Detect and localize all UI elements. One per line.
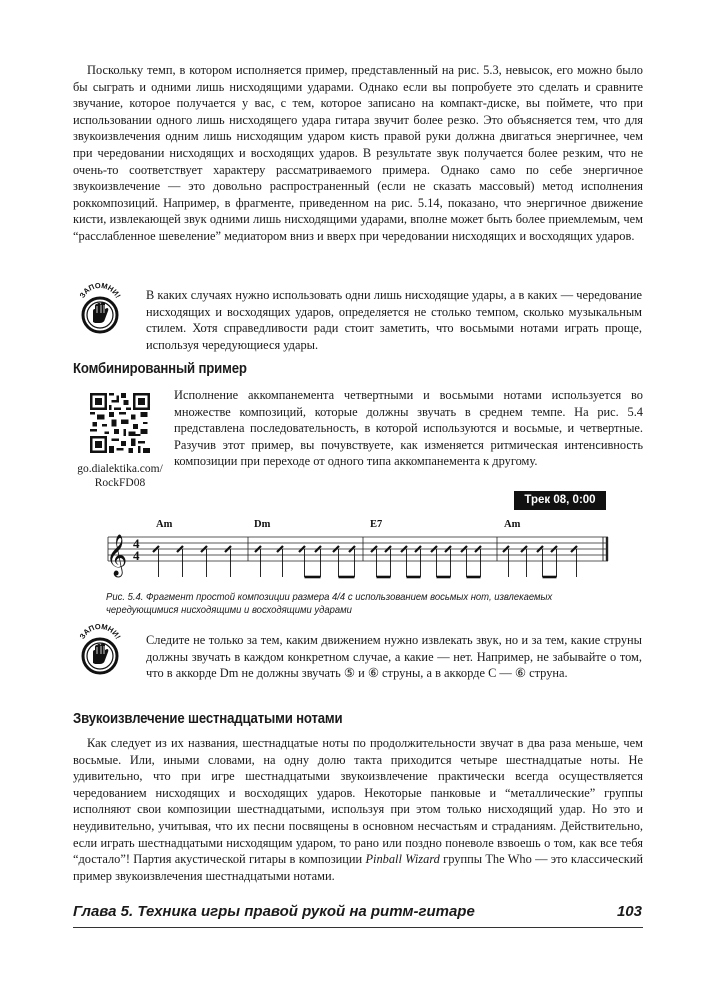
treble-clef: 𝄞 [106, 535, 128, 576]
qr-caption[interactable] [74, 462, 166, 490]
remember-note-1: В каких случаях нужно использовать одни лишь нисходящие удары, а в каких — чередование нисходящих и восходящих ударов, определяется не столько темпом, сколько музыкальным стилем. Хотя справедливости ради стоит заметить, что восьмыми нотами играть проще, используя чередующиеся удары. [146, 288, 642, 352]
song-title: Pinball Wizard [365, 852, 440, 867]
page-number: 103 [616, 903, 642, 920]
chord-symbol: Am [156, 519, 173, 530]
chord-symbol: E7 [370, 519, 383, 530]
note-icon-label: ЗАПОМНИ! [77, 623, 123, 641]
paragraph-text: Как следует из их названия, шестнадцатые ноты по продолжительности звучат в два раза меньше, чем восьмые. Или, иными словами, на одну долю такта приходится четыре шестнадцатые ноты. Не удивительно, что при игре шестнадцатыми звукоизвлечение практически всегда осуществляется чередованием нисходящих и восходящих ударов. Некоторые панковые и “металлические” группы исполняют свои композиции шестнадцатыми, используя при этом только нисходящий удар. Но это и неудивительно, учитывая, что их песни посвящены в основном несчастьям и страданиям. Действительно, если играть шестнадцатыми нисходящим ударом, то рано или поздно поневоле взвоешь о том, как все тебя “достало”! Партия акустической гитары в композиции [73, 736, 643, 867]
qr-code[interactable] [90, 393, 150, 453]
remember-hand-icon [76, 282, 124, 338]
chapter-footer: Глава 5. Техника игры правой рукой на ритм-гитаре [73, 903, 475, 920]
paragraph-text: группы The Who — это классический пример звукоизвлечения шестнадцатыми нотами. [73, 852, 643, 883]
remember-hand-icon [76, 623, 124, 679]
svg-text:4: 4 [133, 548, 140, 563]
paragraph-intro: Поскольку темп, в котором исполняется пример, представленный на рис. 5.3, невысок, его можно было бы сыграть и одними лишь нисходящими ударами. Однако если вы попробуете это сделать и сравните звучание, которое получается у вас, с тем, которое записано на компакт-диске, вы поймете, что при использовании одного лишь нисходящего удара гитара звучит более резко. Это объясняется тем, что для звукоизвлечения одним лишь нисходящим ударом кисть правой руки должна двигаться энергичнее, чем при чередовании нисходящих и восходящих ударов. В результате звук получается более резким, что не очень-то соответствует характеру рассматриваемого примера. Однако само по себе энергичное звукоизвлечение — это довольно распространенный (если не сказать массовый) метод исполнения роккомпозиций. Например, в фрагменте, приведенном на рис. 5.14, показано, что энергичное движение кисти, извлекающей звук одними лишь нисходящими ударами, вполне может быть более приемлемым, чем “расслабленное шевеление” медиатором вниз и вверх при чередовании нисходящих и восходящих ударов. [73, 63, 643, 243]
music-notation-figure [100, 515, 612, 589]
section-heading-combined: Комбинированный пример [73, 360, 247, 377]
chord-symbol: Dm [254, 519, 271, 530]
svg-text:4: 4 [133, 536, 140, 551]
note-icon-label: ЗАПОМНИ! [77, 282, 123, 300]
section-heading-sixteenths: Звукоизвлечение шестнадцатыми нотами [73, 710, 343, 727]
footer-rule [73, 927, 643, 928]
chord-symbol: Am [504, 519, 521, 530]
qr-code-id: RockFD08 [94, 477, 146, 489]
paragraph-sixteenths [73, 735, 643, 884]
track-badge: Трек 08, 0:00 [514, 491, 606, 510]
remember-note-2: Следите не только за тем, каким движением нужно извлекать звук, но и за тем, какие струны должны звучать в каждом конкретном случае, а какие — нет. Например, не забывайте о том, что в аккорде Dm не должны звучать ⑤ и ⑥ струны, а в аккорде С — ⑥ струна. [146, 633, 642, 681]
paragraph-combined-example: Исполнение аккомпанемента четвертными и восьмыми нотами используется во множестве композиций, которые должны звучать в среднем темпе. На рис. 5.4 представлена последовательность, в которой используются и восьмые, и четвертные. Разучив этот пример, вы почувствуете, как изменяется ритмическая интенсивность композиции при переходе от одного типа аккомпанемента к другому. [174, 388, 643, 469]
qr-url[interactable]: go.dialektika.com/ [77, 463, 163, 475]
figure-caption: Рис. 5.4. Фрагмент простой композиции размера 4/4 с использованием восьмых нот, извлекаемых чередующимися нисходящими и восходящими ударами [106, 592, 553, 616]
